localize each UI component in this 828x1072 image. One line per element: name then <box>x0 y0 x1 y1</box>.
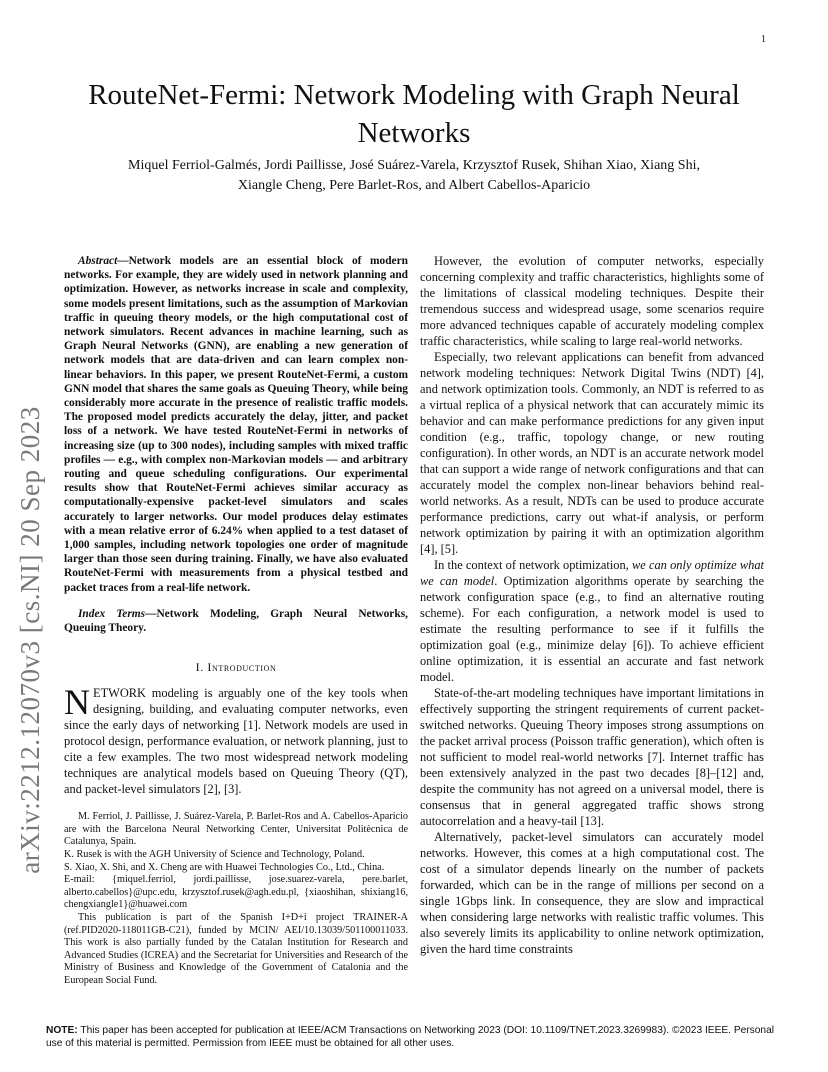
section-heading-introduction: I. Introduction <box>195 660 277 675</box>
paragraph-text: Alternatively, packet-level simulators can accurately model networks. However, this comes at a high computational cost. The cost of a simulator depends linearly on the number of packets forwarded, which can be in the range of millions per second on a single 1Gbps link. In consequence, they are slow and impractical when considering large networks with realistic traffic volumes. This also severely limits its applicability to online network optimization, given the hard time constraints <box>420 830 764 956</box>
paragraph-text: . Optimization algorithms operate by searching the network configuration space (e.g., to find an alternative routing scheme). For each configuration, a network model is used to estimate the resulting performance to see if it fulfills the optimization goal (e.g., minimize delay [6]). To achieve efficient online optimization, it is essential an accurate and fast network model. <box>420 574 764 684</box>
body-paragraph <box>420 349 764 557</box>
index-terms-label: Index Terms <box>78 607 146 620</box>
body-paragraph <box>420 829 764 957</box>
note-text: This paper has been accepted for publication at IEEE/ACM Transactions on Networking 2023 (DOI: 10.1109/TNET.2023.3269983). ©2023 IEEE. Personal use of this material is permitted. Permission from IEEE must be obtained for all other uses. <box>46 1025 775 1049</box>
intro-text: ETWORK modeling is arguably one of the key tools when designing, building, and evaluating computer networks, even since the early days of networking [1]. Network models are used in protocol design, performance evaluation, or network planning, just to cite a few examples. The two most widespread network modeling techniques are analytical models based on Queuing Theory (QT), and packet-level simulators [2], [3]. <box>64 686 408 797</box>
author-list <box>60 156 768 196</box>
left-column <box>64 254 408 988</box>
abstract-label: Abstract <box>78 255 118 267</box>
authors-line-1: Miquel Ferriol-Galmés, Jordi Paillisse, José Suárez-Varela, Krzysztof Rusek, Shihan Xiao, Xiang Shi, <box>128 158 700 173</box>
right-column <box>420 253 764 957</box>
body-paragraph <box>420 685 764 829</box>
note-label: NOTE: <box>46 1025 78 1036</box>
paragraph-text: However, the evolution of computer networks, especially concerning complexity and traffic characteristics, highlights some of the limitations of classical modeling techniques. Despite their tremendous success and widespread usage, some scenarios require more advanced techniques capable of accurately modeling complex traffic characteristics, while scaling to large real-world networks. <box>420 254 764 348</box>
paper-title: RouteNet-Fermi: Network Modeling with Graph Neural Networks <box>88 79 740 149</box>
index-terms <box>64 607 408 635</box>
abstract-text: —Network models are an essential block of modern networks. For example, they are widely used in network planning and optimization. However, as networks increase in scale and complexity, some models present limitations, such as the assumption of Markovian traffic in queuing theory models, or the high computational cost of network simulators. Recent advances in machine learning, such as Graph Neural Networks (GNN), are enabling a new generation of network models that are data-driven and can learn complex non-linear behaviors. In this paper, we present RouteNet-Fermi, a custom GNN model that shares the same goals as Queuing Theory, while being considerably more accurate in the presence of realistic traffic models. The proposed model predicts accurately the delay, jitter, and packet loss of a network. We have tested RouteNet-Fermi in networks of increasing size (up to 300 nodes), including samples with mixed traffic profiles — e.g., with complex non-Markovian models — and arbitrary routing and queue scheduling configurations. Our experimental results show that RouteNet-Fermi achieves similar accuracy as computationally-expensive packet-level simulators and scales accurately to larger networks. Our model produces delay estimates with a mean relative error of 6.24% when applied to a test dataset of 1,000 samples, including network topologies one order of magnitude larger than those seen during training. Finally, we have also evaluated RouteNet-Fermi with measurements from a physical testbed and packet traces from a real-life network. <box>64 255 408 594</box>
footnote-affiliation-huawei: S. Xiao, X. Shi, and X. Cheng are with Huawei Technologies Co., Ltd., China. <box>64 861 385 873</box>
paragraph-text: State-of-the-art modeling techniques have important limitations in effectively supporting the stringent requirements of current packet-switched networks. Queuing Theory imposes strong assumptions on the packet arrival process (Poisson traffic generation), which often is not sufficient to model real-world networks [7]. Internet traffic has been extensively analyzed in the past two decades [8]–[12] and, despite the community has not agreed on a universal model, there is consensus that in general aggregated traffic shows strong autocorrelation and a heavy-tail [13]. <box>420 686 764 828</box>
footnote-funding: This publication is part of the Spanish I+D+i project TRAINER-A (ref.PID2020-118011GB-C21), funded by MCIN/ AEI/10.13039/501100011033. This work is also partially funded by the Catalan Institution for Research and Advanced Studies (ICREA) and the Secretariat for Universities and Research of the Ministry of Business and Knowledge of the Government of Catalonia and the European Social Fund. <box>64 912 408 986</box>
authors-line-2: Xiangle Cheng, Pere Barlet-Ros, and Albert Cabellos-Aparicio <box>237 178 591 193</box>
body-paragraph <box>420 253 764 349</box>
footnote-affiliation-upc: M. Ferriol, J. Paillisse, J. Suárez-Varela, P. Barlet-Ros and A. Cabellos-Aparicio are with the Barcelona Neural Networking Center, Universitat Politècnica de Catalunya, Spain. <box>64 811 408 848</box>
abstract <box>64 254 408 595</box>
page-number: 1 <box>761 34 766 45</box>
author-footnotes <box>64 811 408 987</box>
emphasis-text: we can only optimize what we can model <box>420 558 764 588</box>
body-paragraph <box>420 557 764 685</box>
arxiv-identifier-stamp: arXiv:2212.12070v3 [cs.NI] 20 Sep 2023 <box>15 406 45 874</box>
intro-paragraph <box>64 682 408 797</box>
paragraph-text: In the context of network optimization, <box>434 558 632 572</box>
footnote-affiliation-agh: K. Rusek is with the AGH University of Science and Technology, Poland. <box>64 849 365 861</box>
index-terms-text: —Network Modeling, Graph Neural Networks, Queuing Theory. <box>64 607 408 635</box>
drop-cap: N <box>64 682 90 723</box>
paragraph-text: Especially, two relevant applications can benefit from advanced network modeling techniques: Network Digital Twins (NDT) [4], and network optimization tools. Commonly, an NDT is referred to as a virtual replica of a physical network that can accurately mimic its behavior and can make performance predictions for any given input condition (e.g., traffic, topology change, or new routing configuration). In other words, an NDT is an accurate network model that can support a wide range of network configurations and that can accurately model the complex non-linear behaviors behind real-world networks. As a result, NDTs can be used to produce accurate performance predictions, carry out what-if analysis, or perform network optimization by pairing it with an optimization algorithm [4], [5]. <box>420 350 764 556</box>
footnote-emails: E-mail: {miquel.ferriol, jordi.paillisse, jose.suarez-varela, pere.barlet, alberto.cabellos}@upc.edu, krzysztof.rusek@agh.edu.pl, {xiaoshihan, shixiang16, chengxiangle1}@huawei.com <box>64 874 408 911</box>
publication-note <box>46 1024 786 1050</box>
